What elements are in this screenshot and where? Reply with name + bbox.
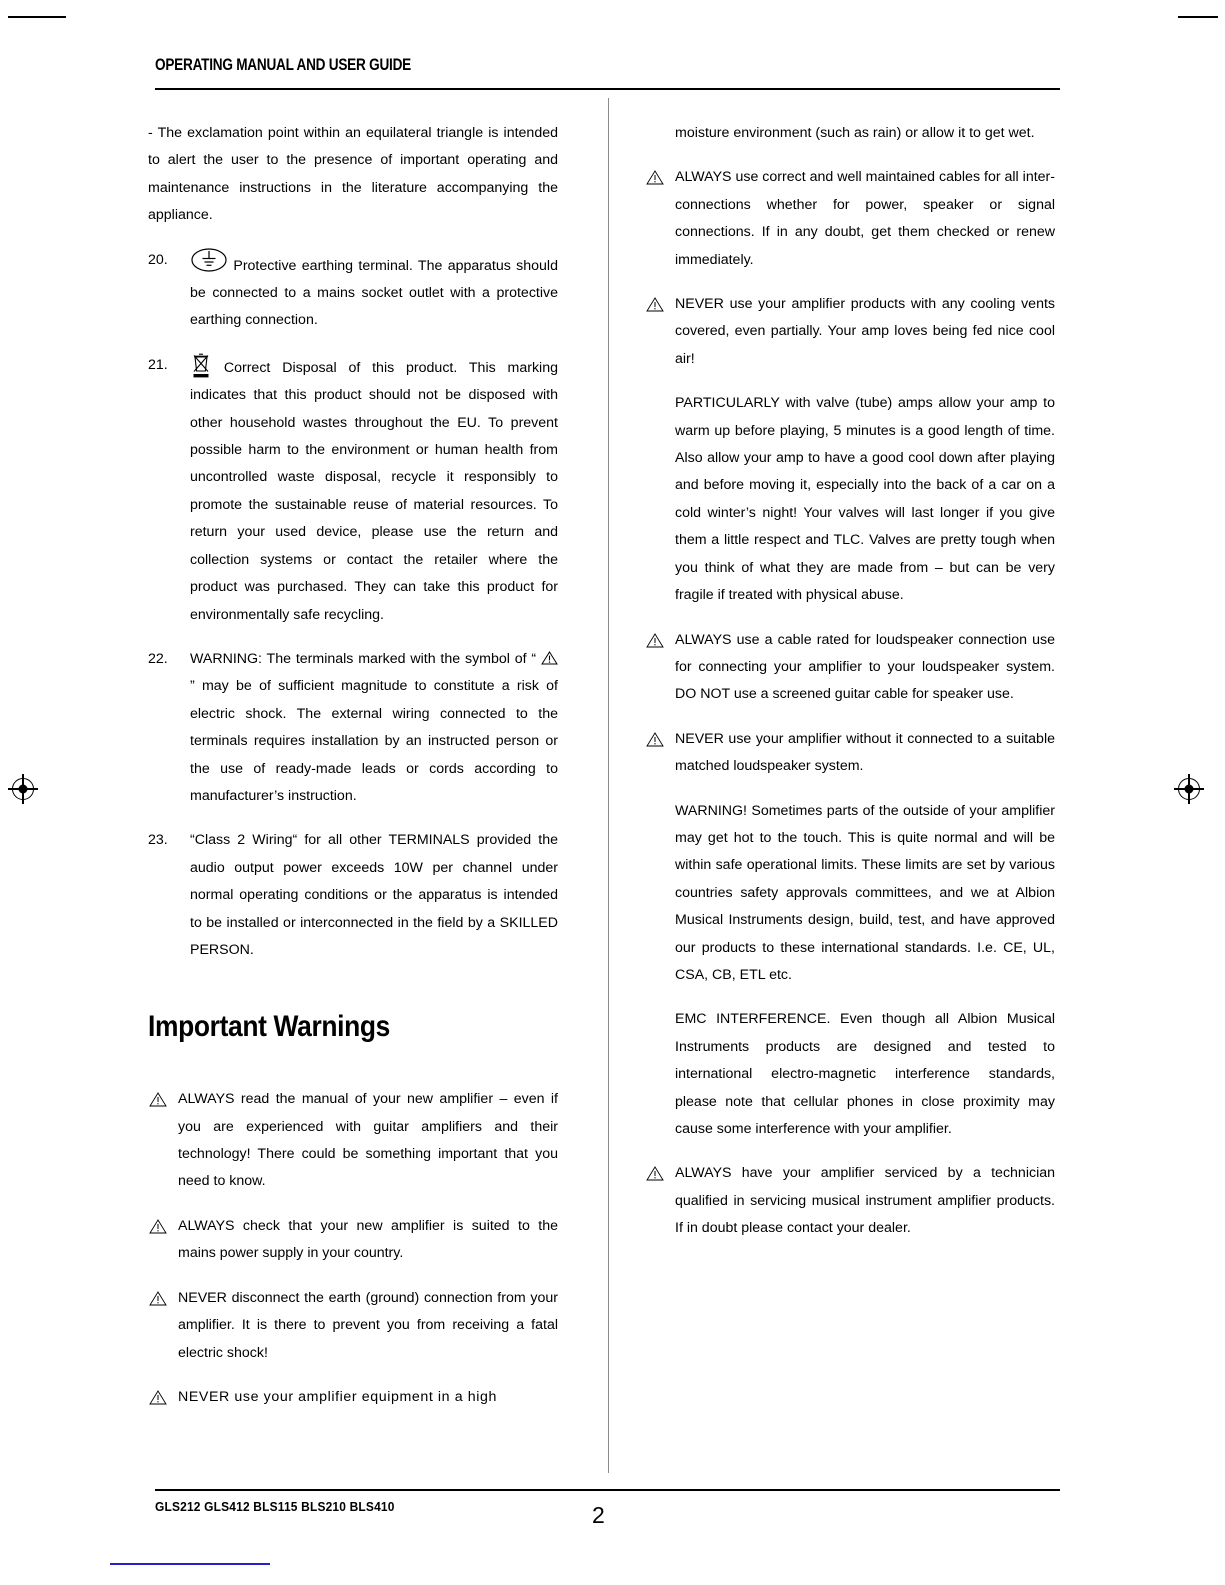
list-item-20-number: 20. [148, 251, 168, 268]
crop-mark-top-right [1178, 16, 1218, 18]
warning-triangle-icon [646, 1164, 664, 1179]
emc-interference-paragraph [645, 1006, 1055, 1143]
footer-hyperlink-underline[interactable] [110, 1563, 270, 1565]
warning-item [645, 1160, 1055, 1242]
protective-earth-icon [190, 247, 228, 273]
warning-item [645, 627, 1055, 709]
list-item-21-text: Correct Disposal of this product. This marking indicates that this product should not be disposed with other household wastes throughout the EU. To prevent possible harm to the environment or human health from uncontrolled waste disposal, recycle it responsibly to promote the sustainable reuse of material resources. To return your used device, please use the return and collection systems or contact the retailer where the product was purchased. They can take this product for environmentally safe recycling. [190, 359, 558, 623]
warning-triangle-icon [646, 730, 664, 745]
warning-item [148, 1213, 558, 1268]
warning-item-text: ALWAYS check that your new amplifier is suited to the mains power supply in your country. [178, 1217, 558, 1262]
list-item-23 [148, 827, 558, 964]
list-item-21 [148, 352, 558, 629]
hot-surfaces-paragraph [645, 798, 1055, 990]
footer-divider [155, 1489, 1060, 1491]
warning-triangle-icon [646, 631, 664, 646]
list-item-22-number: 22. [148, 650, 168, 667]
list-item-20 [148, 247, 558, 335]
warning-triangle-icon [149, 1289, 167, 1304]
registration-mark-left [12, 778, 34, 800]
warning-item-text: ALWAYS use correct and well maintained cables for all inter-connections whether for power, speaker or signal connections. If in any doubt, get them checked or renew immediately. [675, 169, 1055, 268]
warning-item-text: NEVER disconnect the earth (ground) connection from your amplifier. It is there to prevent you from receiving a fatal electric shock! [178, 1289, 558, 1361]
warning-item-text: NEVER use your amplifier products with any cooling vents covered, even partially. Your amp loves being fed nice cool air! [675, 296, 1055, 367]
warning-item [148, 1086, 558, 1196]
header-divider [155, 88, 1060, 90]
intro-paragraph: - The exclamation point within an equilateral triangle is intended to alert the user to the presence of important operating and maintenance instructions in the literature accompanying the appliance. [148, 125, 558, 224]
warning-triangle-icon [646, 295, 664, 310]
list-item-22-text-before: WARNING: The terminals marked with the symbol of “ [190, 650, 537, 667]
emc-interference-text: EMC INTERFERENCE. Even though all Albion Musical Instruments products are designed and tested to international electro-magnetic interference standards, please note that cellular phones in close proximity may cause some interference with your amplifier. [675, 1011, 1055, 1137]
warning-triangle-icon [149, 1217, 167, 1232]
list-item-20-text: Protective earthing terminal. The apparatus should be connected to a mains socket outlet with a protective earthing connection. [190, 257, 558, 329]
continuation-paragraph [645, 120, 1055, 147]
warning-triangle-icon [541, 648, 558, 662]
note-paragraph-text: PARTICULARLY with valve (tube) amps allow your amp to warm up before playing, 5 minutes is a good length of time. Also allow your amp to have a good cool down after playing and before moving it, especially into the back of a car on a cold winter’s night! Your valves will last longer if you give them a little respect and TLC. Valves are pretty tough when you think of what they are made from – but can be very fragile if treated with physical abuse. [675, 395, 1055, 604]
warning-triangle-icon [149, 1388, 167, 1403]
warning-item-text: ALWAYS use a cable rated for loudspeaker connection use for connecting your amplifier to your loudspeaker system. DO NOT use a screened guitar cable for speaker use. [675, 631, 1055, 703]
footer-model-list: GLS212 GLS412 BLS115 BLS210 BLS410 [155, 1499, 395, 1514]
list-item-22 [148, 646, 558, 810]
hot-surfaces-text: WARNING! Sometimes parts of the outside of your amplifier may get hot to the touch. This is quite normal and will be within safe operational limits. These limits are set by various countries safety approvals committees, and we at Albion Musical Instruments design, build, test, and have approved our products to these international standards. I.e. CE, UL, CSA, CB, ETL etc. [675, 802, 1055, 983]
weee-crossed-bin-icon [190, 352, 212, 380]
page-number: 2 [592, 1502, 605, 1528]
page-header [155, 55, 1060, 75]
warning-item [645, 291, 1055, 373]
list-item-22-text-after: ” may be of sufficient magnitude to constitute a risk of electric shock. The external wiring connected to the terminals requires installation by an instructed person or the use of ready-made leads or cords according to manufacturer’s instruction. [190, 678, 558, 804]
warning-item-text: ALWAYS have your amplifier serviced by a technician qualified in servicing musical instrument amplifier products. If in doubt please contact your dealer. [675, 1165, 1055, 1237]
section-title-important-warnings: Important Warnings [148, 1010, 391, 1044]
warning-triangle-icon [149, 1090, 167, 1105]
warning-item-text: NEVER use your amplifier equipment in a high [178, 1388, 497, 1405]
note-paragraph [645, 390, 1055, 609]
right-column [645, 120, 1055, 1260]
left-column [148, 120, 558, 1428]
list-item-23-number: 23. [148, 832, 168, 849]
list-item-21-number: 21. [148, 356, 168, 373]
header-title: OPERATING MANUAL AND USER GUIDE [155, 55, 412, 74]
warning-item [645, 164, 1055, 274]
warning-triangle-icon [646, 168, 664, 183]
warning-item [148, 1384, 558, 1411]
warning-item [148, 1285, 558, 1367]
list-item-23-text: “Class 2 Wiring“ for all other TERMINALS provided the audio output power exceeds 10W per channel under normal operating conditions or the apparatus is intended to be installed or interconnected in the field by a SKILLED PERSON. [190, 832, 558, 958]
continuation-text: moisture environment (such as rain) or allow it to get wet. [675, 125, 1035, 141]
warning-item-text: ALWAYS read the manual of your new amplifier – even if you are experienced with guitar amplifiers and their technology! There could be something important that you need to know. [178, 1091, 558, 1190]
warning-item-text: NEVER use your amplifier without it connected to a suitable matched loudspeaker system. [675, 730, 1055, 775]
registration-mark-right [1178, 778, 1200, 800]
column-divider [608, 98, 609, 1473]
warning-item [645, 726, 1055, 781]
crop-mark-top-left [8, 16, 66, 18]
